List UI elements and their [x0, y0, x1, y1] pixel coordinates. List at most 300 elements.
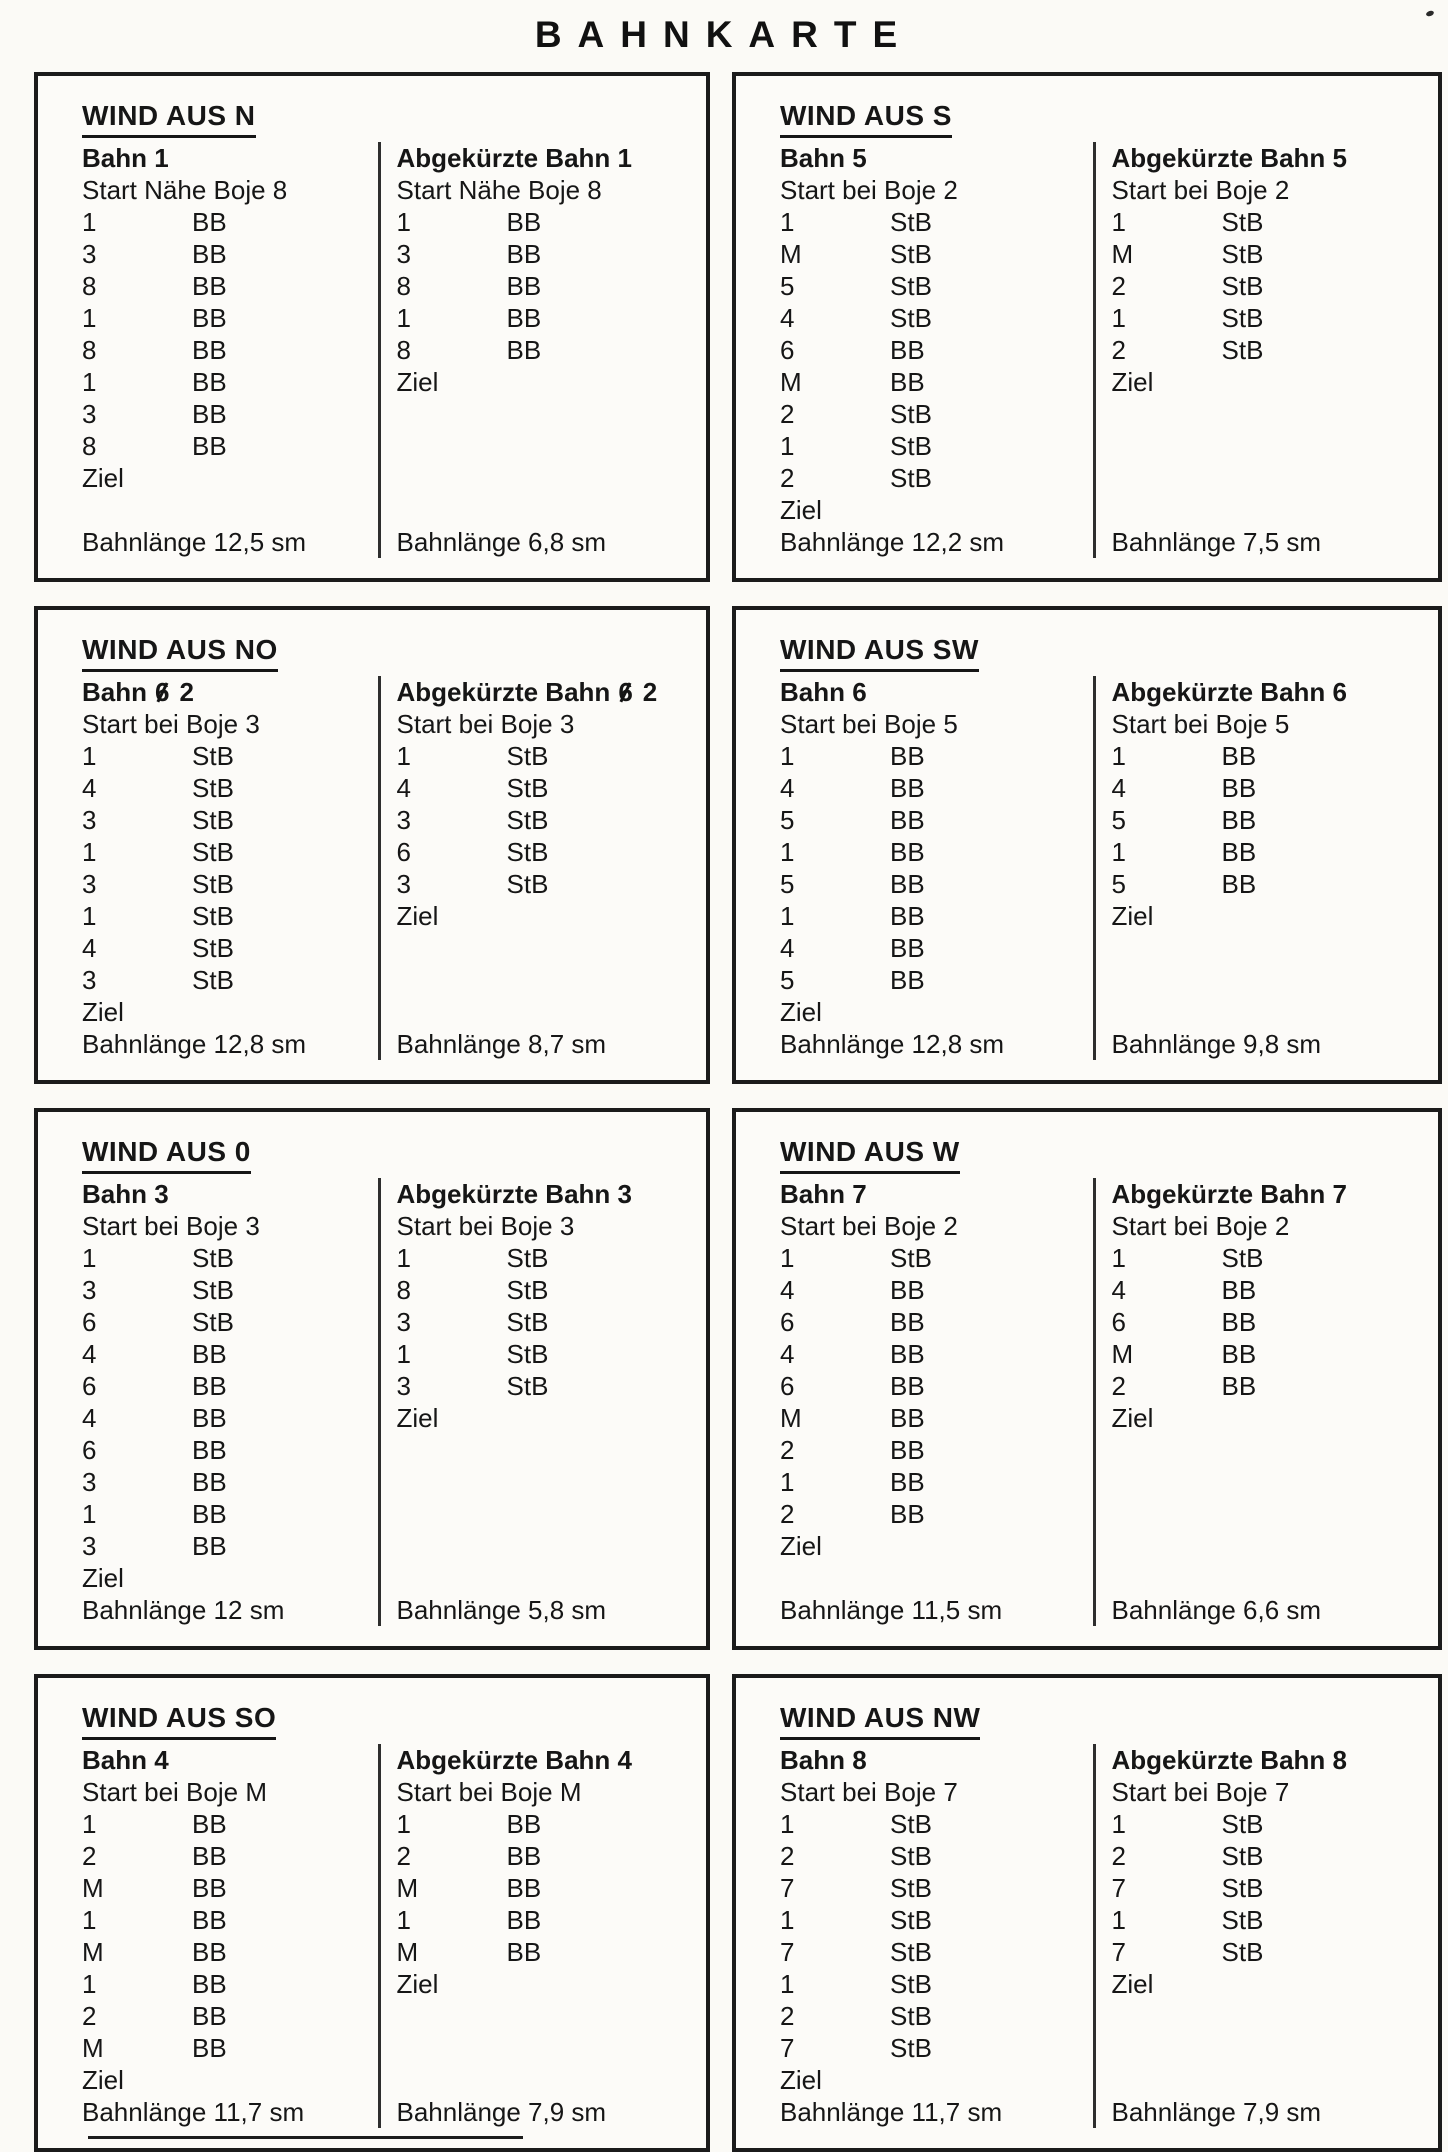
leg-buoy: 1	[780, 1809, 795, 1839]
leg-side: StB	[506, 773, 549, 803]
leg-side: BB	[506, 335, 542, 365]
leg-buoy: 1	[82, 1905, 97, 1935]
full-course-column	[780, 676, 1091, 1060]
finish-line: Ziel	[780, 997, 822, 1027]
leg-buoy: 2	[780, 1499, 795, 1529]
leg-buoy: 8	[396, 271, 411, 301]
leg-side: StB	[192, 805, 234, 835]
course-length: Bahnlänge 11,7 sm	[82, 2097, 305, 2127]
course-leg-row	[780, 964, 1091, 996]
start-line: Start Nähe Boje 8	[82, 175, 288, 205]
leg-side: StB	[192, 901, 234, 931]
leg-buoy: 3	[82, 805, 97, 835]
leg-side: StB	[506, 1371, 549, 1401]
short-course-column	[378, 676, 691, 1060]
course-leg-row	[1112, 206, 1423, 238]
leg-buoy: 1	[780, 741, 795, 771]
course-title-text: Abgekürzte Bahn	[396, 677, 611, 707]
course-title-text: Bahn	[82, 677, 147, 707]
legs-list	[1112, 740, 1423, 900]
leg-buoy: 6	[780, 1307, 795, 1337]
course-leg-row	[780, 1402, 1091, 1434]
leg-buoy: M	[780, 239, 802, 269]
leg-side: BB	[192, 367, 227, 397]
course-leg-row	[780, 1466, 1091, 1498]
start-line: Start bei Boje 2	[1111, 1211, 1290, 1241]
leg-buoy: 1	[82, 1499, 97, 1529]
full-course-title	[780, 676, 1091, 708]
start-line: Start bei Boje 3	[82, 1211, 260, 1241]
course-leg-row	[780, 932, 1091, 964]
course-leg-row	[1112, 238, 1423, 270]
course-leg-row	[780, 740, 1091, 772]
leg-buoy: 8	[82, 431, 97, 461]
leg-buoy: 1	[1111, 303, 1126, 333]
course-leg-row	[1112, 804, 1423, 836]
short-course-column	[1093, 1178, 1423, 1626]
leg-side: StB	[192, 965, 234, 995]
course-length: Bahnlänge 6,8 sm	[396, 527, 607, 557]
leg-side: StB	[192, 869, 234, 899]
finish-line: Ziel	[82, 997, 124, 1027]
course-leg-row	[780, 366, 1091, 398]
course-leg-row	[82, 1808, 376, 1840]
course-length: Bahnlänge 11,7 sm	[780, 2097, 1003, 2127]
leg-side: BB	[192, 1339, 227, 1369]
leg-side: StB	[192, 741, 234, 771]
course-leg-row	[1112, 1808, 1423, 1840]
leg-side: BB	[506, 1873, 542, 1903]
leg-buoy: 1	[780, 837, 795, 867]
course-length: Bahnlänge 6,6 sm	[1111, 1595, 1322, 1625]
leg-buoy: 1	[780, 901, 795, 931]
finish-line: Ziel	[396, 1969, 439, 1999]
finish-line: Ziel	[780, 495, 822, 525]
leg-side: StB	[890, 431, 932, 461]
leg-side: StB	[506, 1243, 549, 1273]
course-length: Bahnlänge 12,2 sm	[780, 527, 1005, 557]
leg-side: StB	[1221, 207, 1264, 237]
course-leg-row	[1112, 1840, 1423, 1872]
course-title-text: Abgekürzte Bahn 6	[1111, 677, 1347, 707]
full-course-title	[82, 1744, 376, 1776]
course-title-text: Bahn 1	[82, 143, 169, 173]
short-course-column	[1093, 142, 1423, 558]
wind-panel	[34, 1108, 710, 1650]
course-leg-row	[1112, 1872, 1423, 1904]
panels-grid	[34, 72, 1448, 2152]
finish-line: Ziel	[1111, 367, 1154, 397]
leg-side: BB	[192, 303, 227, 333]
leg-buoy: 6	[780, 1371, 795, 1401]
leg-buoy: 2	[780, 399, 795, 429]
legs-list	[780, 1808, 1091, 2064]
leg-side: StB	[506, 1275, 549, 1305]
leg-side: BB	[890, 773, 925, 803]
leg-buoy: 5	[780, 271, 795, 301]
course-leg-row	[780, 462, 1091, 494]
start-line: Start bei Boje 2	[1111, 175, 1290, 205]
course-leg-row	[780, 1306, 1091, 1338]
leg-side: BB	[506, 1841, 542, 1871]
course-leg-row	[397, 334, 691, 366]
leg-buoy: 4	[780, 1339, 795, 1369]
leg-side: BB	[192, 1403, 227, 1433]
finish-line: Ziel	[82, 463, 124, 493]
leg-buoy: M	[82, 1873, 104, 1903]
course-leg-row	[82, 1306, 376, 1338]
leg-side: BB	[192, 1873, 227, 1903]
leg-side: BB	[506, 1905, 542, 1935]
leg-side: StB	[890, 303, 932, 333]
course-leg-row	[82, 868, 376, 900]
course-leg-row	[780, 1936, 1091, 1968]
leg-buoy: 2	[1111, 271, 1126, 301]
short-course-column	[1093, 676, 1423, 1060]
leg-side: BB	[890, 965, 925, 995]
leg-side: BB	[890, 933, 925, 963]
course-columns	[82, 1178, 690, 1626]
leg-buoy: 1	[780, 207, 795, 237]
full-course-title	[780, 1178, 1091, 1210]
course-leg-row	[780, 1370, 1091, 1402]
wind-heading-text: WIND AUS SW	[780, 632, 979, 672]
leg-side: StB	[506, 869, 549, 899]
course-leg-row	[397, 1808, 691, 1840]
finish-line: Ziel	[780, 2065, 822, 2095]
leg-buoy: M	[780, 1403, 802, 1433]
legs-list	[82, 1242, 376, 1562]
leg-side: BB	[890, 1307, 925, 1337]
course-leg-row	[397, 868, 691, 900]
leg-side: StB	[890, 463, 932, 493]
leg-side: BB	[890, 837, 925, 867]
leg-side: BB	[192, 2033, 227, 2063]
leg-side: BB	[506, 271, 542, 301]
short-course-title	[1112, 142, 1423, 174]
leg-side: BB	[506, 1809, 542, 1839]
leg-side: BB	[192, 1905, 227, 1935]
leg-side: BB	[192, 1937, 227, 1967]
leg-buoy: 3	[82, 1531, 97, 1561]
course-leg-row	[780, 1872, 1091, 1904]
course-leg-row	[82, 334, 376, 366]
leg-buoy: 4	[82, 933, 97, 963]
short-course-title	[397, 1744, 691, 1776]
start-line: Start bei Boje M	[82, 1777, 267, 1807]
course-leg-row	[780, 900, 1091, 932]
wind-heading-text: WIND AUS 0	[82, 1134, 251, 1174]
leg-buoy: 2	[1111, 1841, 1126, 1871]
course-title-text: Abgekürzte Bahn 4	[396, 1745, 632, 1775]
course-leg-row	[1112, 836, 1423, 868]
leg-side: BB	[890, 1339, 925, 1369]
leg-buoy: 1	[1111, 1243, 1126, 1273]
course-leg-row	[82, 430, 376, 462]
leg-buoy: 7	[1111, 1873, 1126, 1903]
leg-buoy: 4	[1111, 773, 1126, 803]
leg-buoy: 2	[780, 1435, 795, 1465]
leg-buoy: 3	[396, 1307, 411, 1337]
course-leg-row	[1112, 1904, 1423, 1936]
leg-side: BB	[890, 1435, 925, 1465]
leg-side: StB	[506, 1339, 549, 1369]
course-title-struck-number: 6	[618, 677, 633, 707]
course-leg-row	[780, 836, 1091, 868]
wind-heading-text: WIND AUS S	[780, 98, 952, 138]
leg-buoy: 2	[780, 2001, 795, 2031]
leg-side: BB	[1221, 1371, 1257, 1401]
course-leg-row	[780, 206, 1091, 238]
course-columns	[82, 142, 690, 558]
leg-buoy: 1	[396, 1905, 411, 1935]
course-title-text: Bahn 4	[82, 1745, 169, 1775]
course-title-text: Bahn 5	[780, 143, 867, 173]
course-leg-row	[780, 1808, 1091, 1840]
course-leg-row	[397, 1936, 691, 1968]
finish-line: Ziel	[82, 2065, 124, 2095]
course-leg-row	[397, 270, 691, 302]
leg-side: BB	[192, 1371, 227, 1401]
leg-buoy: 2	[82, 1841, 97, 1871]
leg-buoy: M	[1111, 1339, 1134, 1369]
wind-panel	[34, 72, 710, 582]
course-leg-row	[780, 1904, 1091, 1936]
course-leg-row	[397, 772, 691, 804]
course-leg-row	[82, 1274, 376, 1306]
wind-heading	[780, 1134, 1422, 1174]
leg-side: BB	[506, 207, 542, 237]
course-leg-row	[397, 1274, 691, 1306]
course-title-struck-number: 6	[155, 677, 170, 707]
leg-buoy: 4	[780, 303, 795, 333]
short-course-title	[1112, 676, 1423, 708]
leg-buoy: 4	[780, 933, 795, 963]
leg-buoy: 1	[780, 1467, 795, 1497]
start-line: Start Nähe Boje 8	[396, 175, 602, 205]
course-leg-row	[1112, 1242, 1423, 1274]
leg-buoy: 3	[396, 239, 411, 269]
leg-side: BB	[192, 1531, 227, 1561]
leg-buoy: 4	[82, 773, 97, 803]
leg-side: BB	[192, 1499, 227, 1529]
course-leg-row	[780, 1434, 1091, 1466]
leg-side: StB	[506, 1307, 549, 1337]
course-leg-row	[82, 740, 376, 772]
finish-line: Ziel	[1111, 901, 1154, 931]
leg-buoy: 2	[396, 1841, 411, 1871]
leg-buoy: 1	[780, 1243, 795, 1273]
course-leg-row	[780, 1274, 1091, 1306]
leg-buoy: 7	[1111, 1937, 1126, 1967]
wind-panel	[732, 606, 1442, 1084]
leg-side: StB	[890, 1841, 932, 1871]
course-leg-row	[82, 1434, 376, 1466]
leg-buoy: 1	[396, 303, 411, 333]
leg-buoy: 1	[82, 1243, 97, 1273]
leg-buoy: 4	[82, 1403, 97, 1433]
course-leg-row	[82, 772, 376, 804]
leg-buoy: 6	[82, 1307, 97, 1337]
leg-buoy: 4	[780, 773, 795, 803]
leg-side: StB	[192, 1307, 234, 1337]
wind-heading-text: WIND AUS W	[780, 1134, 960, 1174]
leg-buoy: M	[82, 1937, 104, 1967]
course-leg-row	[1112, 740, 1423, 772]
course-columns	[780, 1744, 1422, 2128]
leg-buoy: M	[82, 2033, 104, 2063]
leg-buoy: 6	[780, 335, 795, 365]
course-leg-row	[780, 1338, 1091, 1370]
leg-buoy: 3	[396, 805, 411, 835]
short-course-title	[1112, 1744, 1423, 1776]
leg-side: BB	[1221, 1339, 1257, 1369]
leg-buoy: 1	[396, 207, 411, 237]
start-line: Start bei Boje 2	[780, 175, 958, 205]
legs-list	[397, 206, 691, 366]
full-course-column	[780, 1178, 1091, 1626]
start-line: Start bei Boje 5	[1111, 709, 1290, 739]
leg-buoy: M	[780, 367, 802, 397]
leg-side: StB	[1221, 239, 1264, 269]
course-leg-row	[397, 206, 691, 238]
course-leg-row	[1112, 1936, 1423, 1968]
start-line: Start bei Boje 3	[396, 709, 575, 739]
leg-buoy: 5	[780, 805, 795, 835]
leg-side: StB	[506, 805, 549, 835]
course-leg-row	[82, 398, 376, 430]
leg-side: BB	[890, 741, 925, 771]
full-course-title	[780, 142, 1091, 174]
leg-side: BB	[192, 431, 227, 461]
leg-side: StB	[1221, 1873, 1264, 1903]
finish-line: Ziel	[1111, 1969, 1154, 1999]
full-course-title	[82, 1178, 376, 1210]
course-length: Bahnlänge 7,5 sm	[1111, 527, 1322, 557]
course-length: Bahnlänge 5,8 sm	[396, 1595, 607, 1625]
leg-buoy: 1	[1111, 837, 1126, 867]
course-leg-row	[82, 1530, 376, 1562]
course-length: Bahnlänge 7,9 sm	[396, 2097, 607, 2127]
leg-side: BB	[1221, 741, 1257, 771]
course-leg-row	[1112, 1274, 1423, 1306]
short-course-title	[397, 1178, 691, 1210]
leg-buoy: 1	[82, 367, 97, 397]
leg-side: BB	[1221, 805, 1257, 835]
finish-line: Ziel	[82, 1563, 124, 1593]
course-leg-row	[82, 366, 376, 398]
start-line: Start bei Boje 3	[396, 1211, 575, 1241]
course-leg-row	[780, 868, 1091, 900]
leg-buoy: 1	[82, 1809, 97, 1839]
leg-side: BB	[890, 1403, 925, 1433]
course-title-text: Bahn 3	[82, 1179, 169, 1209]
leg-side: StB	[890, 2001, 932, 2031]
course-leg-row	[397, 238, 691, 270]
course-title-text: Abgekürzte Bahn 3	[396, 1179, 632, 1209]
leg-buoy: 2	[82, 2001, 97, 2031]
course-leg-row	[397, 1370, 691, 1402]
course-leg-row	[1112, 1306, 1423, 1338]
course-leg-row	[82, 2032, 376, 2064]
leg-side: BB	[192, 207, 227, 237]
course-leg-row	[82, 932, 376, 964]
leg-buoy: 1	[82, 901, 97, 931]
course-leg-row	[397, 836, 691, 868]
course-leg-row	[780, 1498, 1091, 1530]
leg-side: BB	[1221, 1275, 1257, 1305]
course-leg-row	[82, 238, 376, 270]
legs-list	[397, 1242, 691, 1402]
course-length: Bahnlänge 11,5 sm	[780, 1595, 1003, 1625]
wind-heading	[780, 1700, 1422, 1740]
finish-line: Ziel	[780, 1531, 822, 1561]
leg-side: BB	[890, 805, 925, 835]
page-title: BAHNKARTE	[534, 14, 914, 55]
leg-buoy: 3	[396, 1371, 411, 1401]
leg-buoy: 5	[1111, 869, 1126, 899]
leg-side: StB	[192, 837, 234, 867]
leg-buoy: 3	[82, 239, 97, 269]
leg-buoy: M	[396, 1873, 419, 1903]
course-leg-row	[82, 836, 376, 868]
leg-buoy: M	[1111, 239, 1134, 269]
leg-side: BB	[890, 869, 925, 899]
course-leg-row	[397, 1338, 691, 1370]
short-course-column	[378, 142, 691, 558]
leg-side: StB	[1221, 1243, 1264, 1273]
wind-heading-text: WIND AUS NW	[780, 1700, 980, 1740]
leg-side: StB	[506, 837, 549, 867]
leg-buoy: M	[396, 1937, 419, 1967]
leg-buoy: 6	[82, 1435, 97, 1465]
legs-list	[1112, 1242, 1423, 1402]
leg-side: BB	[192, 335, 227, 365]
leg-side: StB	[890, 1243, 932, 1273]
leg-buoy: 8	[82, 271, 97, 301]
leg-buoy: 3	[82, 1275, 97, 1305]
leg-buoy: 2	[1111, 335, 1126, 365]
course-leg-row	[780, 1968, 1091, 2000]
leg-side: StB	[192, 1275, 234, 1305]
course-leg-row	[82, 1242, 376, 1274]
leg-buoy: 6	[82, 1371, 97, 1401]
leg-buoy: 3	[82, 399, 97, 429]
wind-heading	[780, 632, 1422, 672]
leg-buoy: 1	[82, 1969, 97, 1999]
course-leg-row	[82, 1840, 376, 1872]
leg-buoy: 2	[780, 1841, 795, 1871]
leg-buoy: 8	[396, 1275, 411, 1305]
leg-buoy: 5	[1111, 805, 1126, 835]
short-course-column	[1093, 1744, 1423, 2128]
leg-side: BB	[506, 239, 542, 269]
course-leg-row	[780, 334, 1091, 366]
leg-side: BB	[506, 1937, 542, 1967]
course-leg-row	[82, 1338, 376, 1370]
leg-buoy: 1	[396, 1809, 411, 1839]
leg-side: BB	[192, 239, 227, 269]
course-title-text: Abgekürzte Bahn 1	[396, 143, 632, 173]
wind-heading	[82, 1134, 690, 1174]
scan-edge-artifact	[88, 2136, 523, 2139]
leg-side: BB	[890, 1371, 925, 1401]
start-line: Start bei Boje 5	[780, 709, 958, 739]
course-leg-row	[82, 1466, 376, 1498]
leg-side: StB	[890, 1969, 932, 1999]
course-leg-row	[82, 900, 376, 932]
wind-heading	[82, 1700, 690, 1740]
